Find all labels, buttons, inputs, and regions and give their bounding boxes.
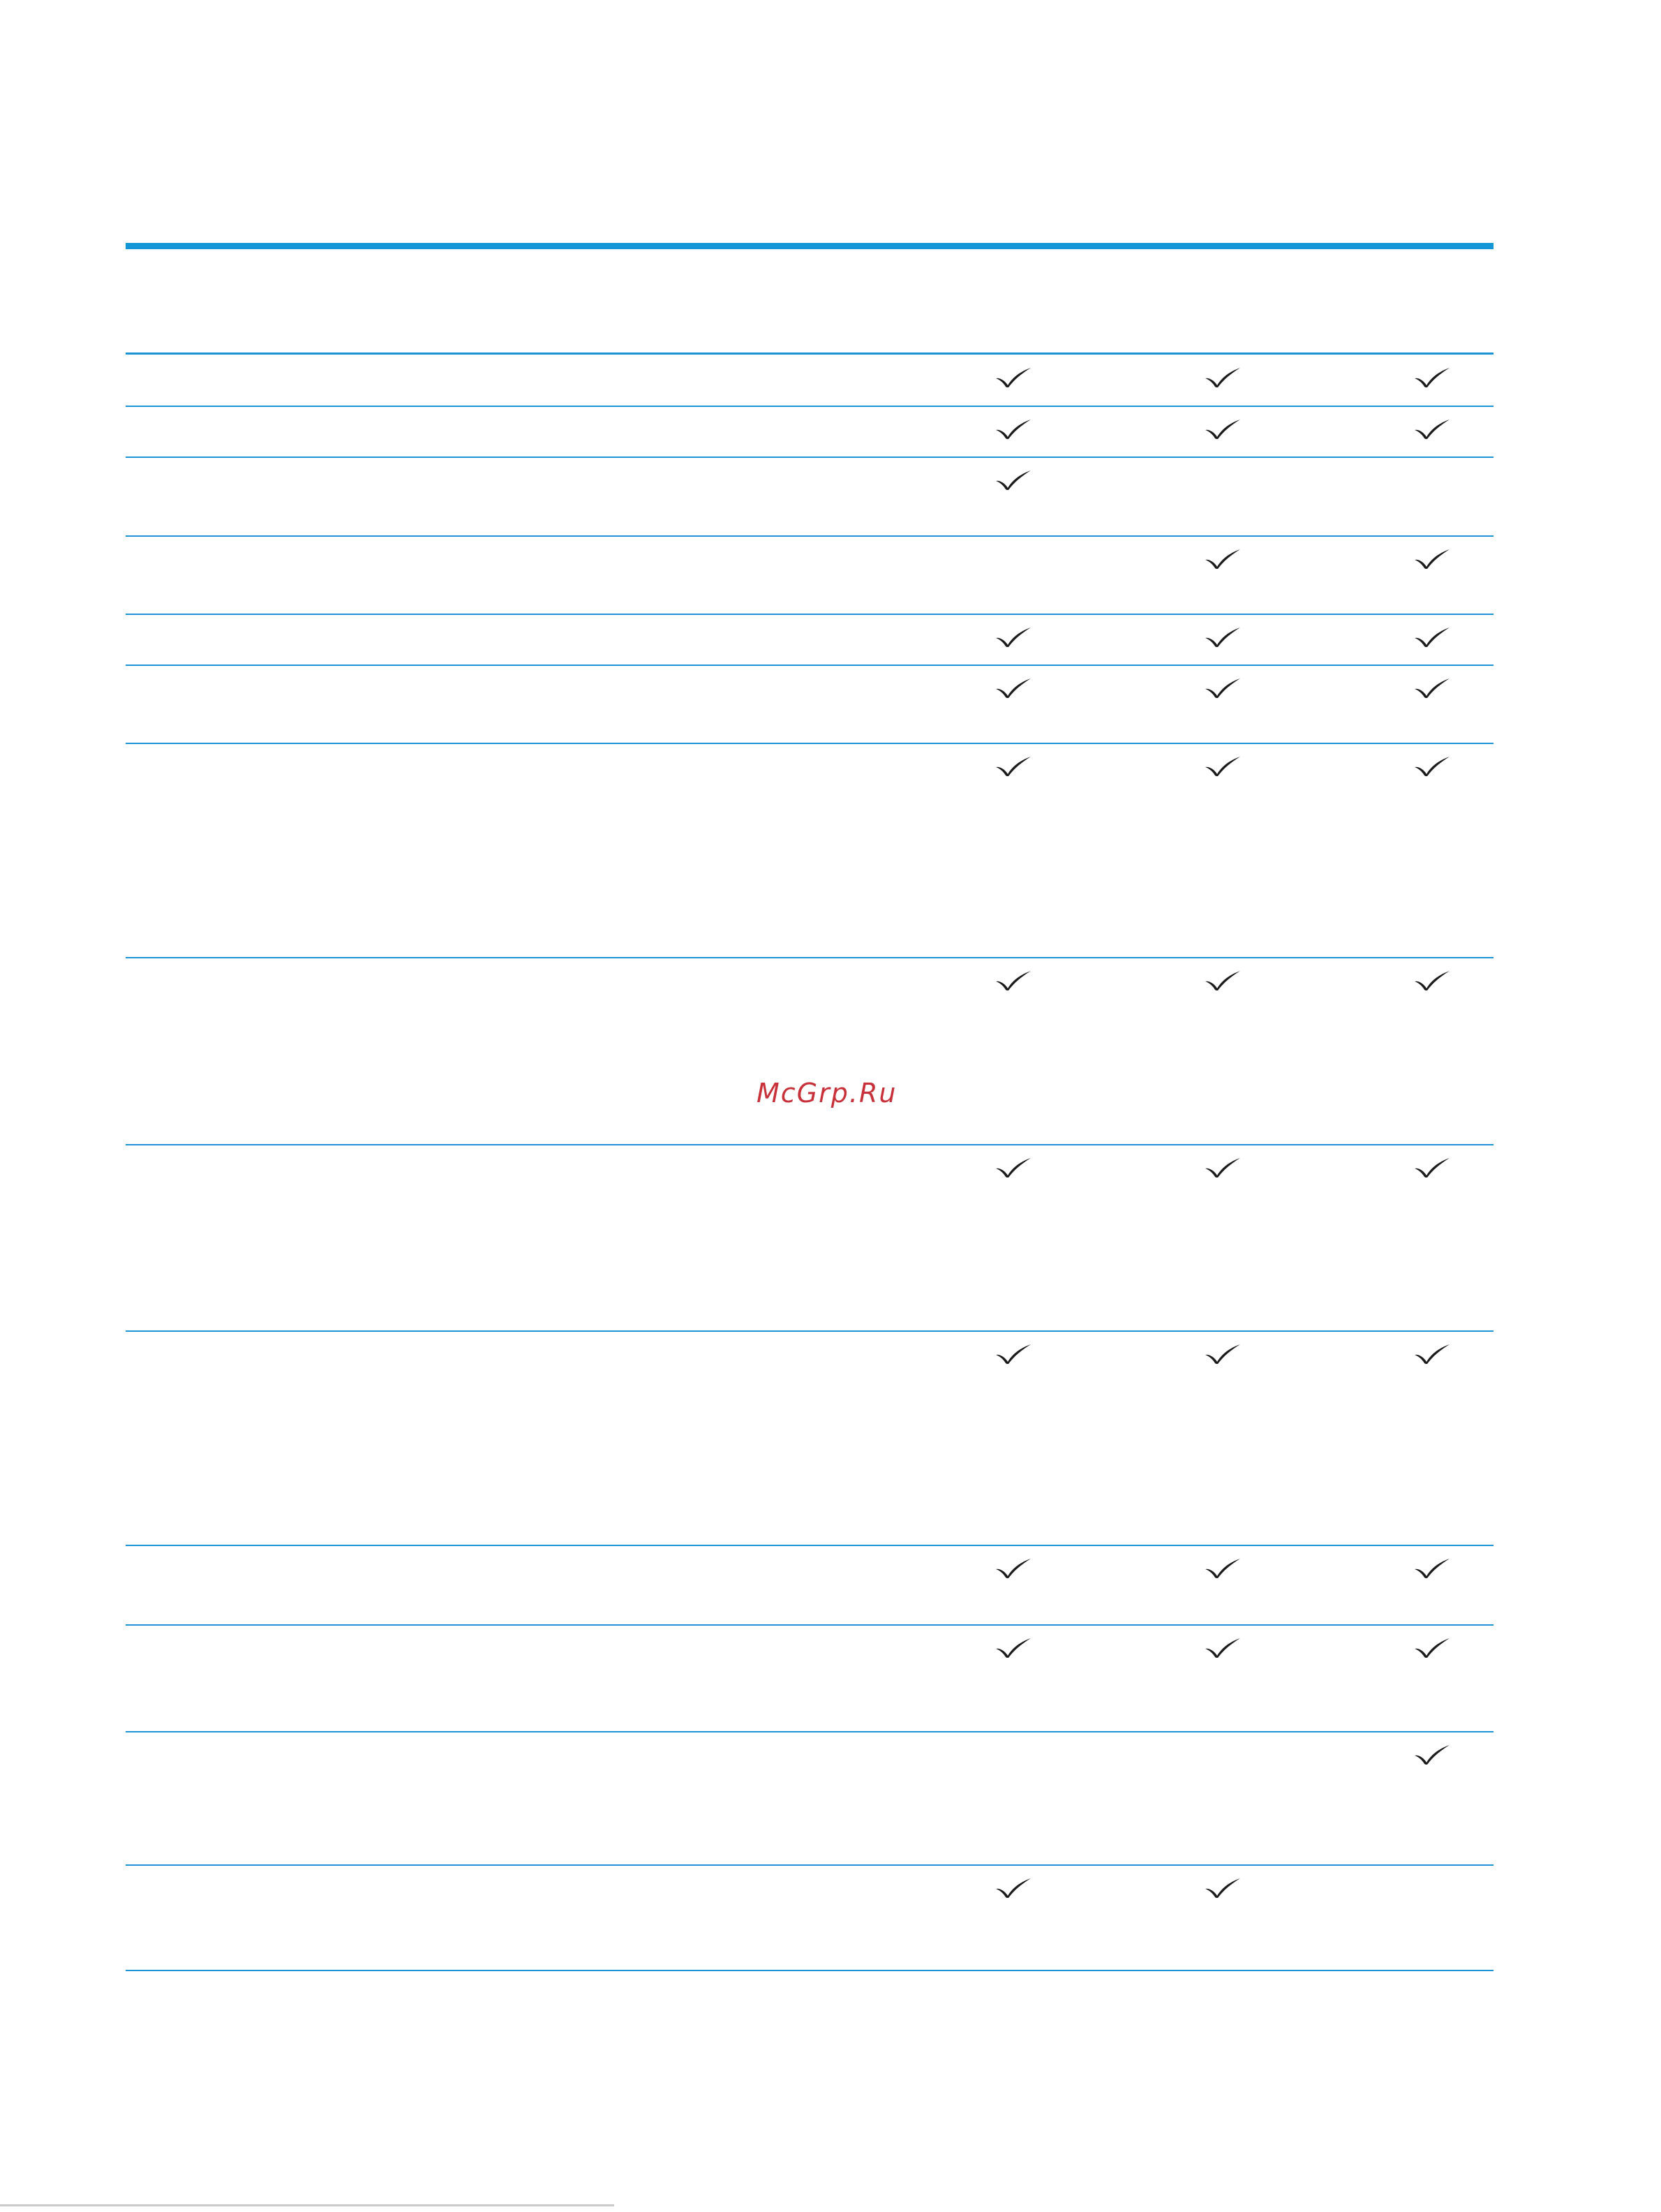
check-icon (995, 1878, 1031, 1899)
model-3-cell (1347, 355, 1542, 406)
model-3-cell (1347, 536, 1542, 614)
check-icon (1414, 367, 1450, 388)
check-icon (1414, 1558, 1450, 1579)
model-2-cell (1138, 355, 1333, 406)
model-2-cell (1138, 1145, 1333, 1331)
model-1-cell (928, 1331, 1124, 1545)
check-icon (1205, 367, 1241, 388)
check-icon (1414, 1744, 1450, 1765)
check-icon (1205, 1638, 1241, 1658)
check-icon (995, 678, 1031, 699)
row-label-cell (126, 457, 824, 536)
check-icon (1205, 1878, 1241, 1899)
check-icon (1414, 678, 1450, 699)
table-row (126, 1625, 1494, 1732)
row-label-cell (126, 614, 824, 665)
model-1-cell (928, 665, 1124, 743)
row-label-cell (126, 406, 824, 457)
table-row (126, 406, 1494, 457)
check-icon (995, 1558, 1031, 1579)
check-icon (995, 1344, 1031, 1365)
model-1-cell (928, 355, 1124, 406)
check-icon (995, 627, 1031, 648)
check-icon (1205, 627, 1241, 648)
check-icon (1205, 1344, 1241, 1365)
check-icon (1414, 1638, 1450, 1658)
check-icon (995, 756, 1031, 777)
check-icon (1414, 419, 1450, 440)
model-2-cell (1138, 958, 1333, 1145)
model-3-cell (1347, 1732, 1542, 1865)
check-icon (1205, 419, 1241, 440)
table-row (126, 1145, 1494, 1331)
model-3-cell (1347, 665, 1542, 743)
check-icon (995, 470, 1031, 491)
model-1-cell (928, 1732, 1124, 1865)
model-1-cell (928, 406, 1124, 457)
check-icon (995, 419, 1031, 440)
table-row (126, 958, 1494, 1145)
row-divider (126, 1970, 1494, 1971)
model-2-cell (1138, 536, 1333, 614)
model-3-cell (1347, 1865, 1542, 1970)
table-row (126, 1732, 1494, 1865)
model-2-cell (1138, 743, 1333, 958)
table-row (126, 1545, 1494, 1625)
model-2-cell (1138, 1732, 1333, 1865)
check-icon (1414, 756, 1450, 777)
model-3-cell (1347, 1331, 1542, 1545)
check-icon (1205, 678, 1241, 699)
check-icon (1205, 970, 1241, 991)
check-icon (1205, 756, 1241, 777)
row-label-cell (126, 1865, 824, 1970)
model-1-cell (928, 743, 1124, 958)
model-2-cell (1138, 1545, 1333, 1625)
table-row (126, 536, 1494, 614)
model-3-cell (1347, 743, 1542, 958)
model-3-cell (1347, 1625, 1542, 1732)
model-2-cell (1138, 1331, 1333, 1545)
model-3-cell (1347, 457, 1542, 536)
check-icon (995, 1157, 1031, 1178)
row-label-cell (126, 1545, 824, 1625)
check-icon (995, 367, 1031, 388)
model-1-cell (928, 536, 1124, 614)
model-1-cell (928, 457, 1124, 536)
table-row (126, 743, 1494, 958)
table-row (126, 665, 1494, 743)
row-label-cell (126, 958, 824, 1145)
watermark-text: McGrp.Ru (757, 1078, 897, 1108)
row-label-cell (126, 1145, 824, 1331)
model-2-cell (1138, 614, 1333, 665)
model-3-cell (1347, 1145, 1542, 1331)
model-1-cell (928, 614, 1124, 665)
model-3-cell (1347, 958, 1542, 1145)
row-label-cell (126, 1732, 824, 1865)
row-label-cell (126, 536, 824, 614)
row-label-cell (126, 355, 824, 406)
check-icon (995, 1638, 1031, 1658)
check-icon (1414, 1344, 1450, 1365)
check-icon (1414, 627, 1450, 648)
table-row (126, 1331, 1494, 1545)
model-3-cell (1347, 406, 1542, 457)
check-icon (1414, 970, 1450, 991)
row-label-cell (126, 743, 824, 958)
model-1-cell (928, 1625, 1124, 1732)
model-2-cell (1138, 457, 1333, 536)
model-1-cell (928, 1145, 1124, 1331)
model-2-cell (1138, 1865, 1333, 1970)
check-icon (1414, 549, 1450, 570)
table-row (126, 614, 1494, 665)
row-label-cell (126, 1331, 824, 1545)
model-1-cell (928, 1545, 1124, 1625)
model-1-cell (928, 958, 1124, 1145)
table-top-rule (126, 243, 1494, 249)
table-row (126, 355, 1494, 406)
model-1-cell (928, 1865, 1124, 1970)
model-2-cell (1138, 1625, 1333, 1732)
model-3-cell (1347, 614, 1542, 665)
check-icon (1205, 1558, 1241, 1579)
model-3-cell (1347, 1545, 1542, 1625)
check-icon (1205, 549, 1241, 570)
table-row (126, 1865, 1494, 1970)
check-icon (1414, 1157, 1450, 1178)
row-label-cell (126, 665, 824, 743)
model-2-cell (1138, 665, 1333, 743)
row-label-cell (126, 1625, 824, 1732)
check-icon (1205, 1157, 1241, 1178)
table-row (126, 457, 1494, 536)
model-2-cell (1138, 406, 1333, 457)
check-icon (995, 970, 1031, 991)
footer-mark (0, 2204, 614, 2206)
